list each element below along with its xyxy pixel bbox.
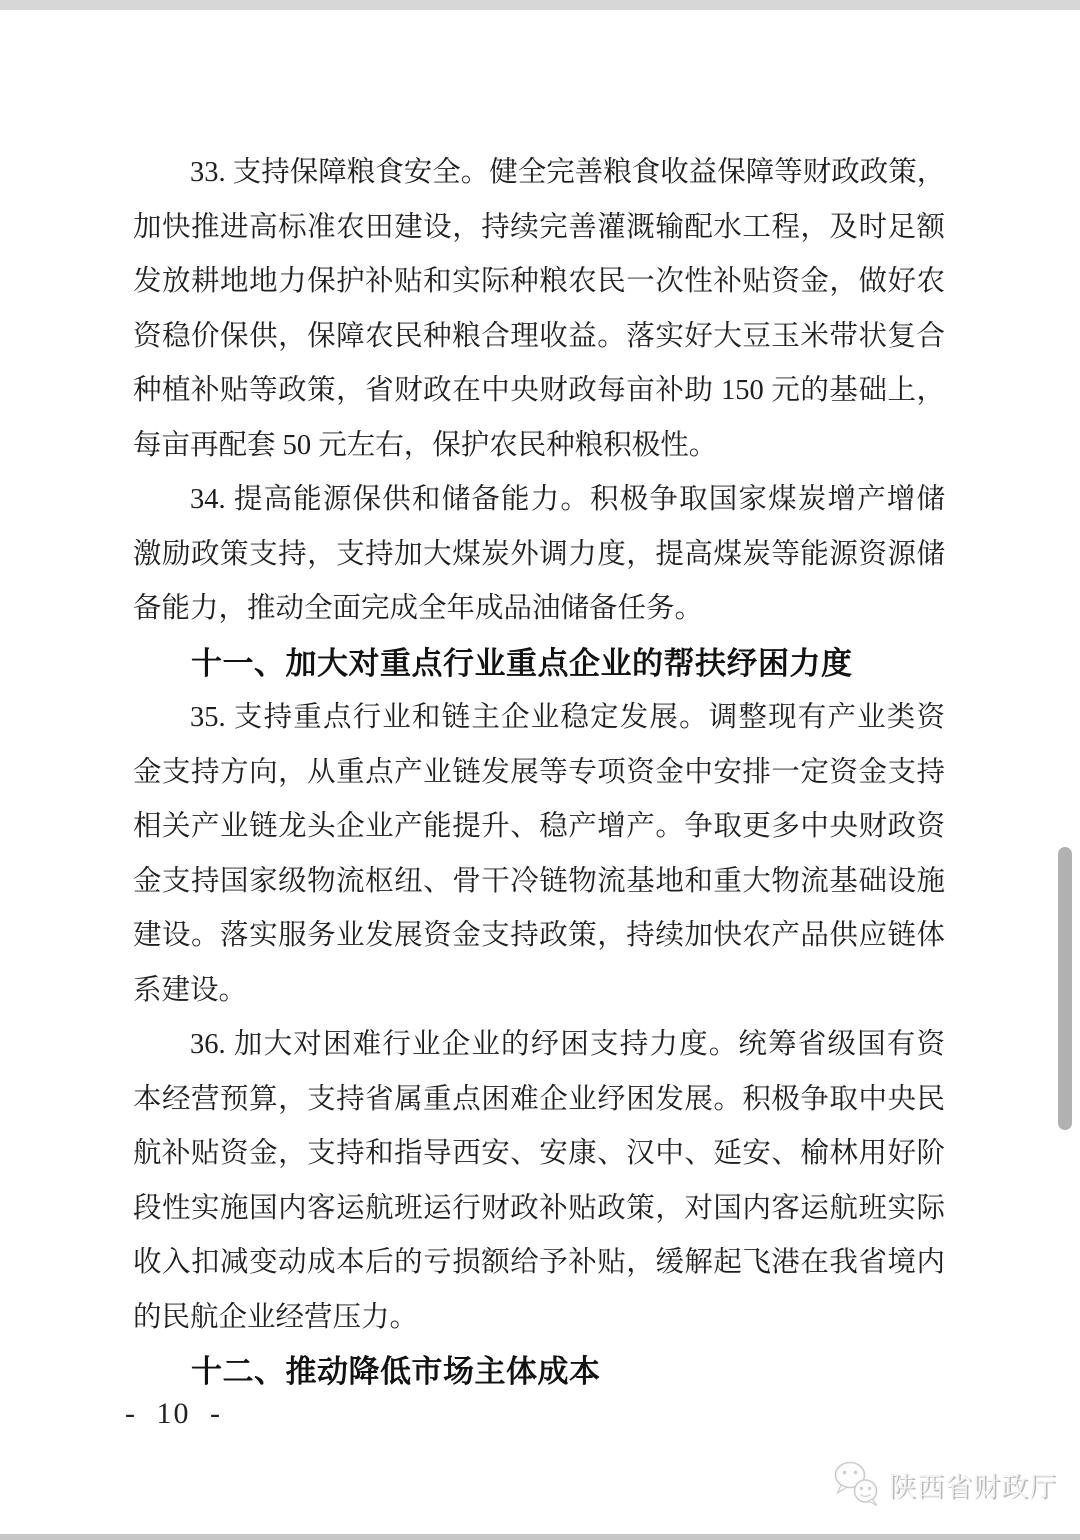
text-line: 收入扣减变动成本后的亏损额给予补贴，缓解起飞港在我省境内 [133,1247,945,1278]
page-number: - 10 - [125,1396,222,1430]
watermark-label: 陕西省财政厅 [889,1471,1057,1502]
text-line: 36. 加大对困难行业企业的纾困支持力度。统筹省级国有资 [190,1029,945,1060]
section-heading-11: 十一、加大对重点行业重点企业的帮扶纾困力度 [191,645,853,681]
watermark [833,1458,1057,1510]
text-line: 加快推进高标准农田建设，持续完善灌溉输配水工程，及时足额 [133,211,945,243]
text-line: 种植补贴等政策，省财政在中央财政每亩补助 150 元的基础上， [133,375,945,406]
paragraph-35 [133,691,945,1018]
text-line: 资稳价保供，保障农民种粮合理收益。落实好大豆玉米带状复合 [133,320,945,352]
text-line: 每亩再配套 50 元左右，保护农民种粮积极性。 [133,429,718,461]
text-line: 建设。落实服务业发展资金支持政策，持续加快农产品供应链体 [133,920,945,951]
text-line: 金支持国家级物流枢纽、骨干冷链物流基地和重大物流基础设施 [133,865,945,897]
section-heading-12: 十二、推动降低市场主体成本 [191,1354,601,1389]
paragraph-34 [133,473,945,637]
text-line: 33. 支持保障粮食安全。健全完善粮食收益保障等财政政策， [190,157,946,188]
text-line: 34. 提高能源保供和储备能力。积极争取国家煤炭增产增储 [190,484,945,515]
text-line: 段性实施国内客运航班运行财政补贴政策，对国内客运航班实际 [133,1192,945,1224]
paragraph-36 [133,1018,945,1345]
text-line: 备能力，推动全面完成全年成品油储备任务。 [133,593,704,624]
paragraph-33 [133,146,945,473]
text-line: 金支持方向，从重点产业链发展等专项资金中安排一定资金支持 [133,756,945,788]
text-line: 本经营预算，支持省属重点困难企业纾困发展。积极争取中央民 [133,1083,945,1115]
text-line: 相关产业链龙头企业产能提升、稳产增产。争取更多中央财政资 [133,811,945,842]
wechat-icon [833,1458,883,1510]
text-line: 激励政策支持，支持加大煤炭外调力度，提高煤炭等能源资源储 [133,538,945,570]
text-line: 的民航企业经营压力。 [133,1301,419,1333]
text-line: 航补贴资金，支持和指导西安、安康、汉中、延安、榆林用好阶 [133,1138,945,1169]
text-line: 发放耕地地力保护补贴和实际种粮农民一次性补贴资金，做好农 [133,266,945,297]
scrollbar-thumb[interactable] [1058,847,1072,1130]
text-line: 35. 支持重点行业和链主企业稳定发展。调整现有产业类资 [190,702,945,733]
bottom-edge-strip [0,1534,1080,1540]
text-line: 系建设。 [133,974,248,1006]
